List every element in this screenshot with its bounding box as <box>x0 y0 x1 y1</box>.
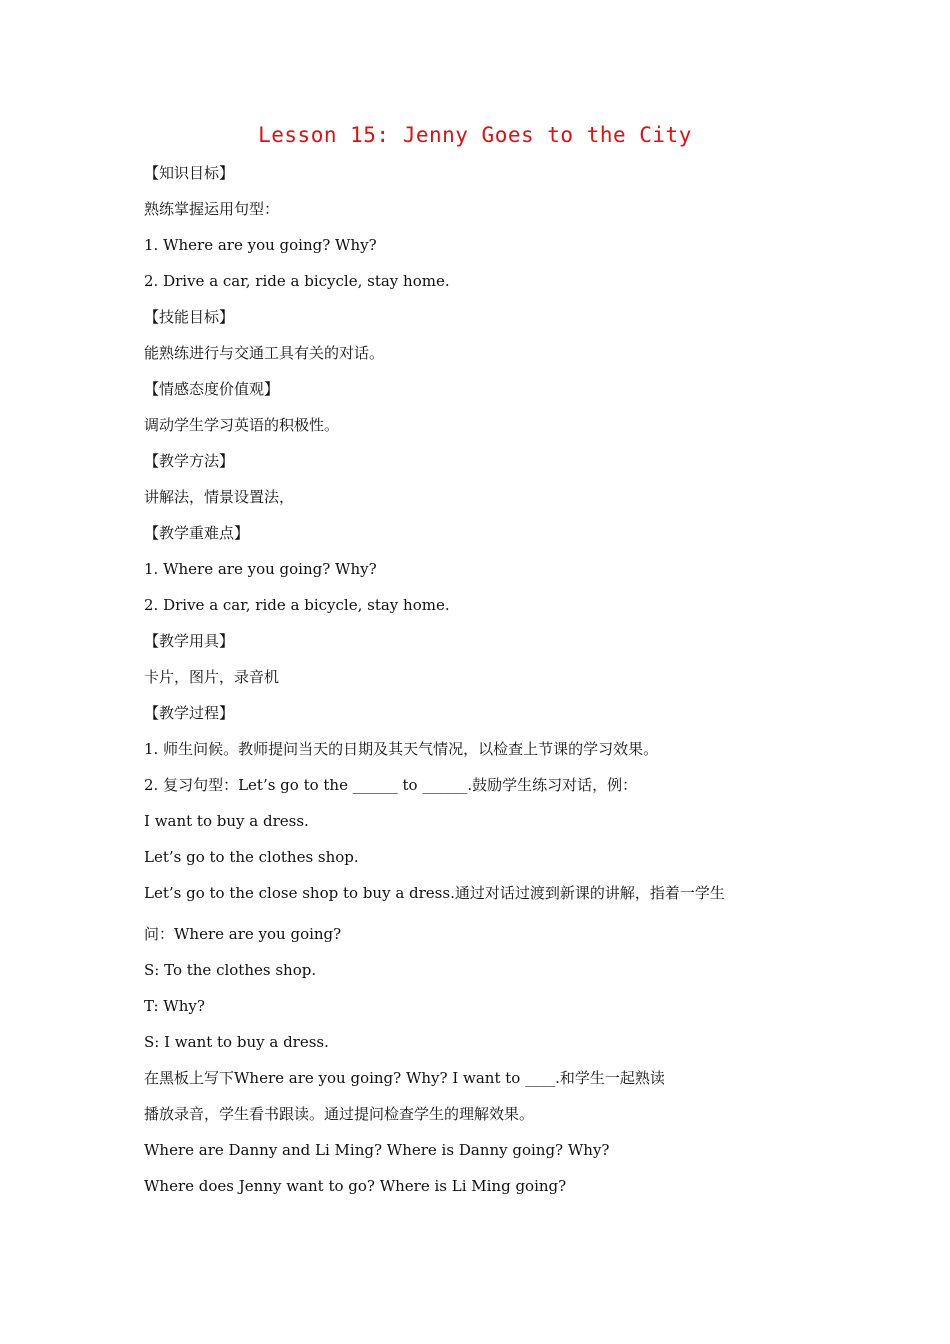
section-heading-teaching-methods: 【教学方法】 <box>144 452 235 470</box>
section-heading-skill-goals: 【技能目标】 <box>144 308 235 326</box>
section-heading-teaching-aids: 【教学用具】 <box>144 632 235 650</box>
body-line: Where does Jenny want to go? Where is Li Ming going? <box>144 1177 567 1195</box>
body-line: 在黑板上写下Where are you going? Why? I want to ____.和学生一起熟读 <box>144 1069 665 1087</box>
body-line: 调动学生学习英语的积极性。 <box>144 416 340 434</box>
body-line: 1. Where are you going? Why? <box>144 560 377 578</box>
body-line: 问：Where are you going? <box>144 925 342 943</box>
body-line: Let’s go to the clothes shop. <box>144 848 359 866</box>
lesson-body <box>144 160 844 1209</box>
body-line: 2. Drive a car, ride a bicycle, stay home. <box>144 596 450 614</box>
body-line: 卡片，图片，录音机 <box>144 668 280 686</box>
section-heading-teaching-process: 【教学过程】 <box>144 704 235 722</box>
body-line: I want to buy a dress. <box>144 812 309 830</box>
body-line: 2. Drive a car, ride a bicycle, stay home. <box>144 272 450 290</box>
body-line: Where are Danny and Li Ming? Where is Danny going? Why? <box>144 1141 610 1159</box>
body-line: Let’s go to the close shop to buy a dress.通过对话过渡到新课的讲解，指着一学生 <box>144 884 725 902</box>
body-line: S: To the clothes shop. <box>144 961 317 979</box>
body-line: 2. 复习句型：Let’s go to the ______ to ______.鼓励学生练习对话，例： <box>144 776 638 794</box>
section-heading-attitude-values: 【情感态度价值观】 <box>144 380 280 398</box>
body-line: T: Why? <box>144 997 205 1015</box>
body-line: 播放录音，学生看书跟读。通过提问检查学生的理解效果。 <box>144 1105 535 1123</box>
section-heading-key-points: 【教学重难点】 <box>144 524 250 542</box>
body-line: 1. Where are you going? Why? <box>144 236 377 254</box>
body-line: 能熟练进行与交通工具有关的对话。 <box>144 344 385 362</box>
body-line: 1. 师生问候。教师提问当天的日期及其天气情况，以检查上节课的学习效果。 <box>144 740 659 758</box>
body-line: 讲解法，情景设置法， <box>144 488 295 506</box>
body-line: S: I want to buy a dress. <box>144 1033 329 1051</box>
body-line: 熟练掌握运用句型： <box>144 200 280 218</box>
lesson-title: Lesson 15: Jenny Goes to the City <box>258 123 692 147</box>
section-heading-knowledge-goals: 【知识目标】 <box>144 164 235 182</box>
